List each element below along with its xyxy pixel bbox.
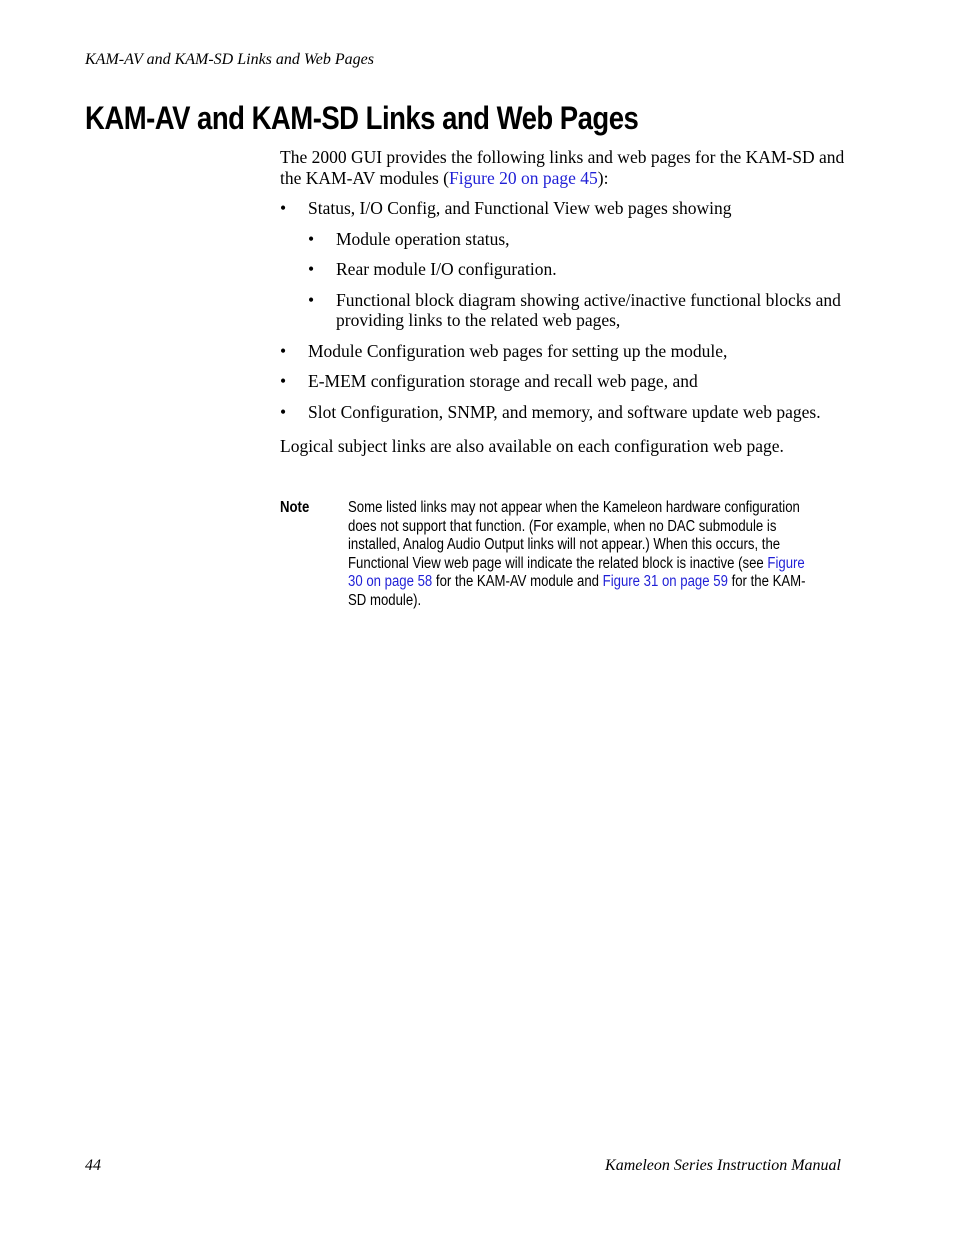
manual-title: Kameleon Series Instruction Manual — [605, 1157, 841, 1174]
intro-text: The 2000 GUI provides the following links and web pages for the KAM-SD and the KAM-AV modules ( — [280, 147, 845, 188]
sub-list-item — [308, 259, 845, 280]
note-text-part: Some listed links may not appear when the Kameleon hardware configuration does not support that function. (For example, when no DAC submodule is installed, Analog Audio Output links will not appear.) When this occurs, the Functional View web page will indicate the related block is inactive (see — [348, 499, 800, 572]
bullet-icon: • — [280, 198, 287, 218]
section-title: KAM-AV and KAM-SD Links and Web Pages — [85, 100, 639, 136]
bullet-icon: • — [280, 340, 287, 361]
list-item-text: Slot Configuration, SNMP, and memory, and software update web pages. — [308, 401, 821, 422]
bullet-icon: • — [308, 228, 315, 249]
sub-list-item — [308, 229, 845, 250]
list-item — [280, 341, 845, 362]
list-item-text: E-MEM configuration storage and recall web page, and — [308, 371, 698, 391]
intro-text-end: ): — [597, 167, 609, 188]
intro-paragraph — [280, 147, 845, 188]
sub-list — [308, 229, 845, 331]
figure-20-link[interactable]: Figure 20 on page 45 — [449, 167, 598, 188]
figure-31-link[interactable]: Figure 31 on page 59 — [602, 573, 728, 591]
bullet-icon: • — [280, 401, 287, 422]
note-text-part: for the KAM-AV module and — [432, 573, 603, 591]
bullet-icon: • — [280, 371, 287, 391]
links-list — [280, 198, 845, 422]
bullet-icon: • — [308, 259, 315, 279]
list-item — [280, 198, 845, 331]
logical-links-paragraph: Logical subject links are also available on each configuration web page. — [280, 436, 784, 456]
sub-list-item-text: Functional block diagram showing active/inactive functional blocks and providing links to the related web pages, — [336, 289, 841, 330]
sub-list-item-text: Module operation status, — [336, 228, 510, 249]
figure-30-link[interactable]: Figure 30 on page 58 — [348, 554, 805, 591]
sub-list-item-text: Rear module I/O configuration. — [336, 259, 557, 279]
page-number: 44 — [85, 1157, 101, 1174]
bullet-icon: • — [308, 289, 315, 310]
list-item-text: Status, I/O Config, and Functional View web pages showing — [308, 198, 732, 218]
note-text — [348, 499, 809, 611]
sub-list-item — [308, 290, 845, 331]
section-body — [280, 147, 845, 457]
list-item — [280, 402, 845, 423]
note-label: Note — [280, 499, 310, 516]
list-item-text: Module Configuration web pages for setting up the module, — [308, 340, 728, 361]
list-item — [280, 371, 845, 392]
running-header: KAM-AV and KAM-SD Links and Web Pages — [85, 51, 374, 68]
note-text-part: for the KAM-SD module). — [348, 573, 806, 609]
